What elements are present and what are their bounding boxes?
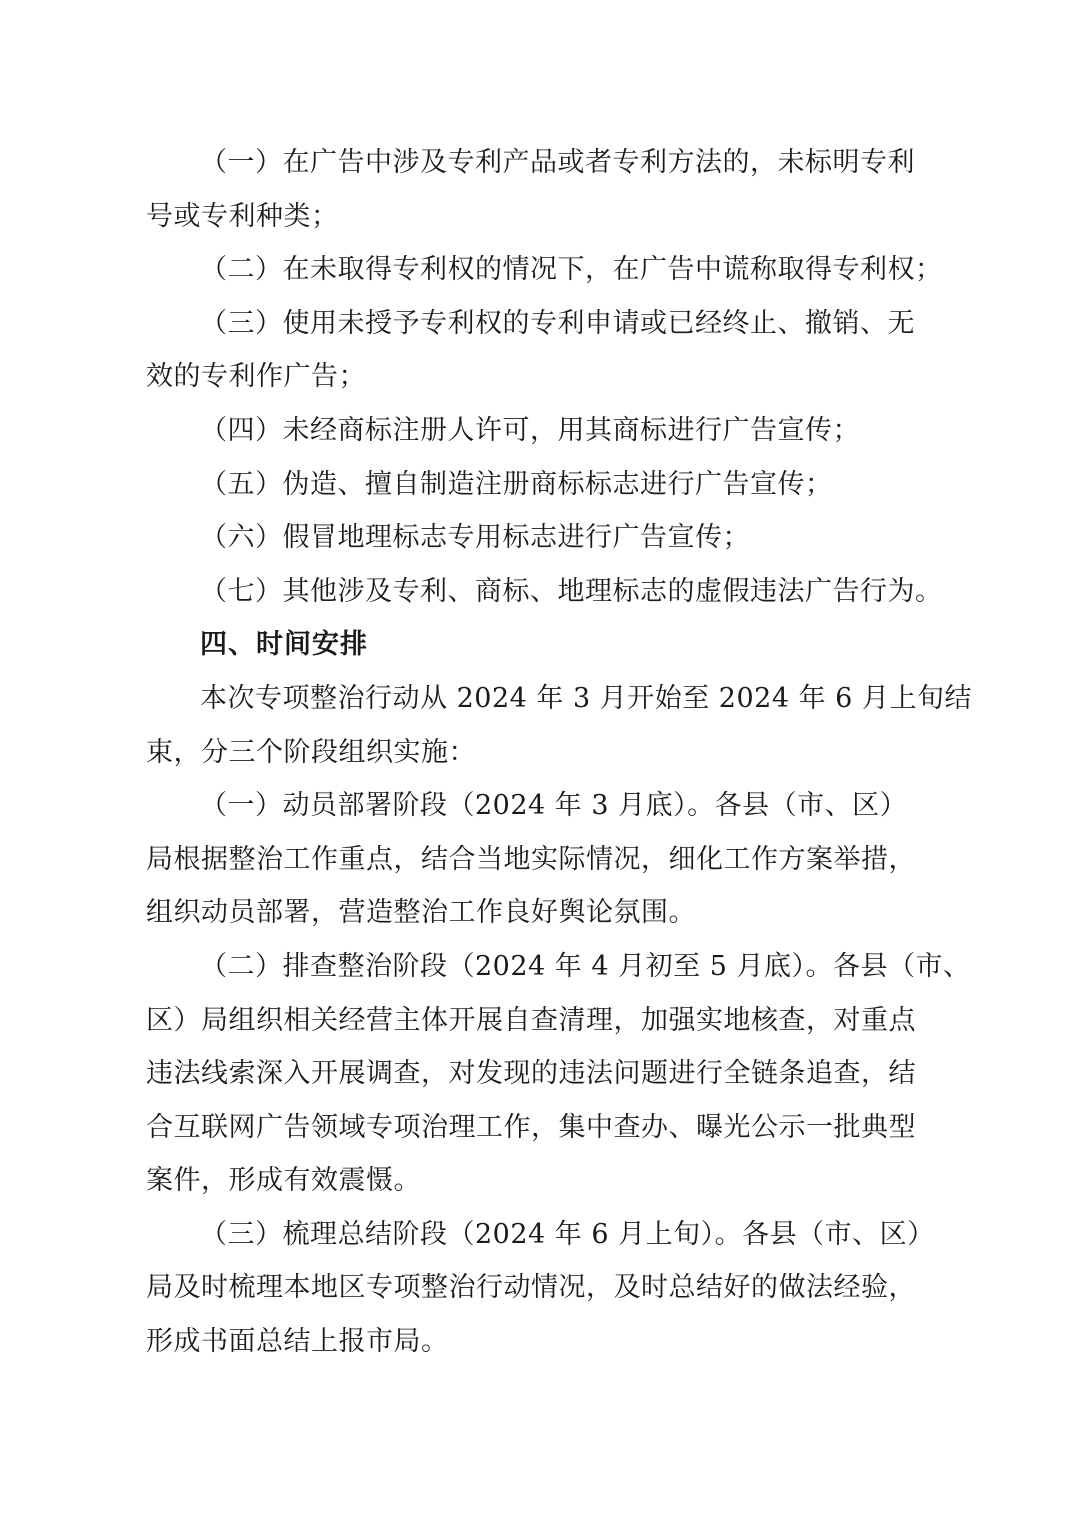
- text-line: （五）伪造、擅自制造注册商标标志进行广告宣传；: [200, 468, 833, 500]
- text-line: 本次专项整治行动从 2024 年 3 月开始至 2024 年 6 月上旬结: [200, 682, 972, 714]
- text-line: 效的专利作广告；: [146, 361, 366, 393]
- text-line: （七）其他涉及专利、商标、地理标志的虚假违法广告行为。: [200, 575, 943, 607]
- text-line: 局及时梳理本地区专项整治行动情况，及时总结好的做法经验，: [146, 1272, 916, 1304]
- document-body: [146, 136, 972, 1369]
- text-line: （三）使用未授予专利权的专利申请或已经终止、撤销、无: [200, 307, 915, 339]
- stage-1-paragraph: [146, 779, 946, 940]
- clause-3-paragraph: [146, 297, 946, 404]
- clause-1-paragraph: [146, 136, 946, 243]
- text-line: 号或专利种类；: [146, 200, 339, 232]
- stage-3-paragraph: [146, 1208, 946, 1369]
- stage-2-paragraph: [146, 940, 971, 1208]
- text-line: 区）局组织相关经营主体开展自查清理，加强实地核查，对重点: [146, 1004, 916, 1036]
- clause-6-paragraph: [146, 511, 946, 565]
- text-line: 局根据整治工作重点，结合当地实际情况，细化工作方案举措，: [146, 843, 916, 875]
- text-line: （四）未经商标注册人许可，用其商标进行广告宣传；: [200, 414, 860, 446]
- text-line: （三）梳理总结阶段（2024 年 6 月上旬）。各县（市、区）: [200, 1218, 935, 1250]
- text-line: 形成书面总结上报市局。: [146, 1326, 449, 1358]
- text-line: 合互联网广告领域专项治理工作，集中查办、曝光公示一批典型: [146, 1111, 916, 1143]
- text-line: （六）假冒地理标志专用标志进行广告宣传；: [200, 522, 750, 554]
- clause-4-paragraph: [146, 404, 946, 458]
- clause-2-paragraph: [146, 243, 946, 297]
- text-line: 违法线索深入开展调查，对发现的违法问题进行全链条追查，结: [146, 1058, 916, 1090]
- text-line: （一）在广告中涉及专利产品或者专利方法的，未标明专利: [200, 147, 915, 178]
- text-line: （二）排查整治阶段（2024 年 4 月初至 5 月底）。各县（市、: [200, 950, 971, 982]
- text-line: （二）在未取得专利权的情况下，在广告中谎称取得专利权；: [200, 254, 943, 286]
- clause-5-paragraph: [146, 458, 946, 512]
- schedule-intro-paragraph: [146, 672, 972, 779]
- text-line: （一）动员部署阶段（2024 年 3 月底）。各县（市、区）: [200, 790, 908, 822]
- text-line: 束，分三个阶段组织实施：: [146, 736, 476, 768]
- clause-7-paragraph: [146, 565, 946, 619]
- section-heading: 四、时间安排: [200, 629, 368, 661]
- text-line: 案件，形成有效震慑。: [146, 1165, 421, 1197]
- text-line: 组织动员部署，营造整治工作良好舆论氛围。: [146, 897, 696, 929]
